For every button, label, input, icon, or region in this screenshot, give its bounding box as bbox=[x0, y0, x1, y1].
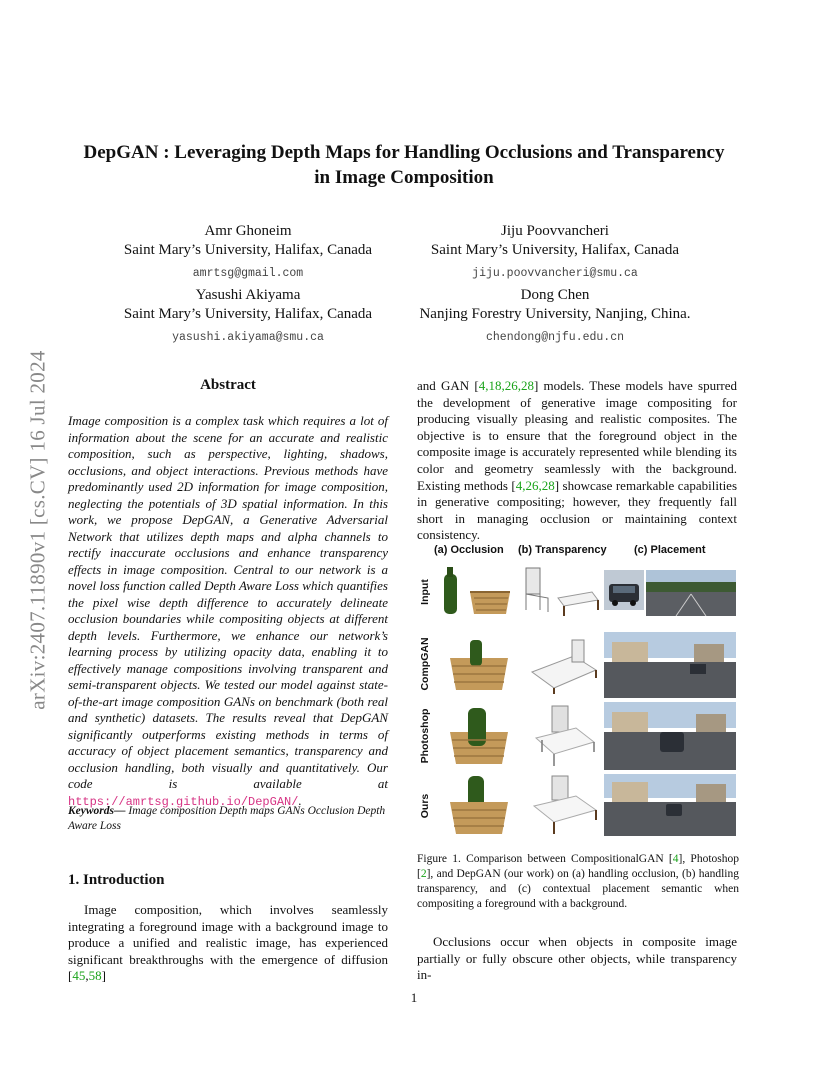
author-email[interactable]: chendong@njfu.edu.cn bbox=[485, 331, 625, 344]
abstract-body bbox=[68, 413, 388, 810]
row-label-text: CompGAN bbox=[419, 637, 431, 691]
ours-transparency-image bbox=[518, 774, 602, 836]
author-name: Yasushi Akiyama bbox=[195, 287, 301, 303]
input-occlusion-image bbox=[438, 564, 516, 620]
citation-link[interactable]: 4 bbox=[672, 853, 679, 865]
keywords-text: Image composition Depth maps GANs Occlusion Depth Aware Loss bbox=[68, 805, 386, 832]
author-affiliation: Saint Mary’s University, Halifax, Canada bbox=[430, 242, 680, 258]
citation-link[interactable]: 4,18,26,28 bbox=[478, 378, 534, 393]
abstract-end: . bbox=[298, 792, 302, 808]
figure-1 bbox=[416, 540, 740, 842]
title-line-2: in Image Composition bbox=[314, 167, 494, 188]
author-name: Jiju Poovvancheri bbox=[501, 223, 609, 239]
abstract-text: Image composition is a complex task which requires a lot of information about the scene for an accurate and realistic composition, such as perspective, lighting, shadows, occlusions, and object interactions. Previous methods have predominantly used 2D information for image composition, neglecting the potentials of 3D spatial information. In this work, we propose DepGAN, a Generative Adversarial Network that utilizes depth maps and alpha channels to rectify inaccurate occlusions and enhance transparency effects in image composition. Central to our network is a novel loss function called Depth Aware Loss which quantifies the pixel wise depth difference to accurately delineate occlusion boundaries while compositing objects at different depth levels. Furthermore, we enhance our network’s learning process by utilizing opacity data, enabling it to effectively manage compositions involving transparent and semi-transparent objects. We tested our model against state-of-the-art image composition GANs on benchmark (both real and synthetic) datasets. The results reveal that DepGAN significantly outperforms existing methods in terms of accuracy of object placement semantics, transparency and occlusion handling, both visually and quantitatively. Our code is available at bbox=[68, 413, 388, 791]
author-block-2 bbox=[404, 222, 706, 283]
caption-text: ], and DepGAN (our work) on (a) handling occlusion, (b) handling transparency, and (c) contextual placement semantic when compositing a foreground with a background. bbox=[417, 868, 739, 910]
right-column-continuation bbox=[417, 934, 737, 984]
citation-link[interactable]: 4,26,28 bbox=[515, 477, 555, 493]
row-label-photoshop bbox=[416, 704, 434, 768]
ours-occlusion-image bbox=[438, 774, 516, 836]
author-email[interactable]: amrtsg@gmail.com bbox=[192, 267, 304, 280]
author-email[interactable]: yasushi.akiyama@smu.ca bbox=[172, 331, 324, 344]
author-block-4 bbox=[400, 286, 710, 347]
author-name: Dong Chen bbox=[520, 287, 590, 303]
author-affiliation: Saint Mary’s University, Halifax, Canada bbox=[123, 242, 373, 258]
title-line-1: DepGAN : Leveraging Depth Maps for Handling Occlusions and Transparency bbox=[83, 142, 725, 163]
caption-text: Figure 1. Comparison between CompositionalGAN [ bbox=[417, 853, 673, 865]
photoshop-transparency-image bbox=[518, 704, 602, 770]
citation-close: ] bbox=[101, 968, 106, 984]
citation-separator: , bbox=[85, 968, 89, 984]
author-block-3 bbox=[90, 286, 406, 347]
author-email[interactable]: jiju.poovvancheri@smu.ca bbox=[472, 267, 638, 280]
citation-link[interactable]: 45 bbox=[72, 968, 86, 984]
code-link[interactable]: https://amrtsg.github.io/DepGAN/ bbox=[68, 794, 299, 809]
caption-text: ], Photoshop [ bbox=[417, 853, 739, 880]
paper-title bbox=[60, 140, 748, 190]
paragraph-text: and GAN [ bbox=[417, 378, 479, 393]
input-transparency-image bbox=[518, 564, 602, 620]
section-heading: 1. Introduction bbox=[68, 872, 165, 888]
abstract-heading: Abstract bbox=[200, 377, 256, 393]
author-affiliation: Nanjing Forestry University, Nanjing, China. bbox=[419, 306, 691, 322]
row-label-text: Input bbox=[419, 579, 431, 605]
figure-caption bbox=[417, 852, 739, 912]
keywords bbox=[68, 804, 388, 834]
column-header-placement: (c) Placement bbox=[634, 544, 706, 556]
compgan-placement-image bbox=[604, 632, 736, 698]
photoshop-placement-image bbox=[604, 702, 736, 770]
author-name: Amr Ghoneim bbox=[204, 223, 292, 239]
right-column-paragraph bbox=[417, 378, 737, 544]
row-label-text: Ours bbox=[419, 793, 431, 819]
compgan-occlusion-image bbox=[438, 636, 516, 692]
row-label-text: Photoshop bbox=[419, 708, 431, 764]
column-header-transparency: (b) Transparency bbox=[518, 544, 607, 556]
input-car-image bbox=[604, 570, 644, 610]
ours-placement-image bbox=[604, 774, 736, 836]
paragraph-text: Occlusions occur when objects in composite image partially or fully obscure other objects, while transparency in- bbox=[417, 934, 737, 983]
keywords-label: Keywords— bbox=[68, 805, 126, 817]
photoshop-occlusion-image bbox=[438, 706, 516, 766]
row-label-input bbox=[416, 560, 434, 624]
row-label-ours bbox=[416, 774, 434, 838]
row-label-compgan bbox=[416, 632, 434, 696]
paragraph-text: ] models. These models have spurred the development of generative image compositing for producing visually pleasing and realistic composites. The objective is to ensure that the foreground object in the composite image is accurately represented while blending its color and geometry seamlessly with the background. Existing methods [ bbox=[417, 378, 737, 493]
column-header-occlusion: (a) Occlusion bbox=[434, 544, 504, 556]
arxiv-stamp bbox=[18, 300, 58, 760]
author-affiliation: Saint Mary’s University, Halifax, Canada bbox=[123, 306, 373, 322]
intro-paragraph bbox=[68, 902, 388, 985]
compgan-transparency-image bbox=[518, 636, 602, 696]
intro-text: Image composition, which involves seamlessly integrating a foreground image with a background image to produce a unified and realistic image, has experienced significant breakthroughs with the emergence of diffusion [ bbox=[68, 902, 388, 984]
page-number: 1 bbox=[410, 990, 418, 1005]
author-block-1 bbox=[98, 222, 398, 283]
citation-link[interactable]: 2 bbox=[420, 868, 427, 880]
paragraph-text: ] showcase remarkable capabilities in generative compositing; however, they frequently fall short in managing occlusion or maintaining context consistency. bbox=[417, 477, 738, 543]
arxiv-id: arXiv:2407.11890v1 [cs.CV] 16 Jul 2024 bbox=[25, 350, 50, 710]
input-street-image bbox=[646, 570, 736, 616]
citation-link[interactable]: 58 bbox=[88, 968, 102, 984]
